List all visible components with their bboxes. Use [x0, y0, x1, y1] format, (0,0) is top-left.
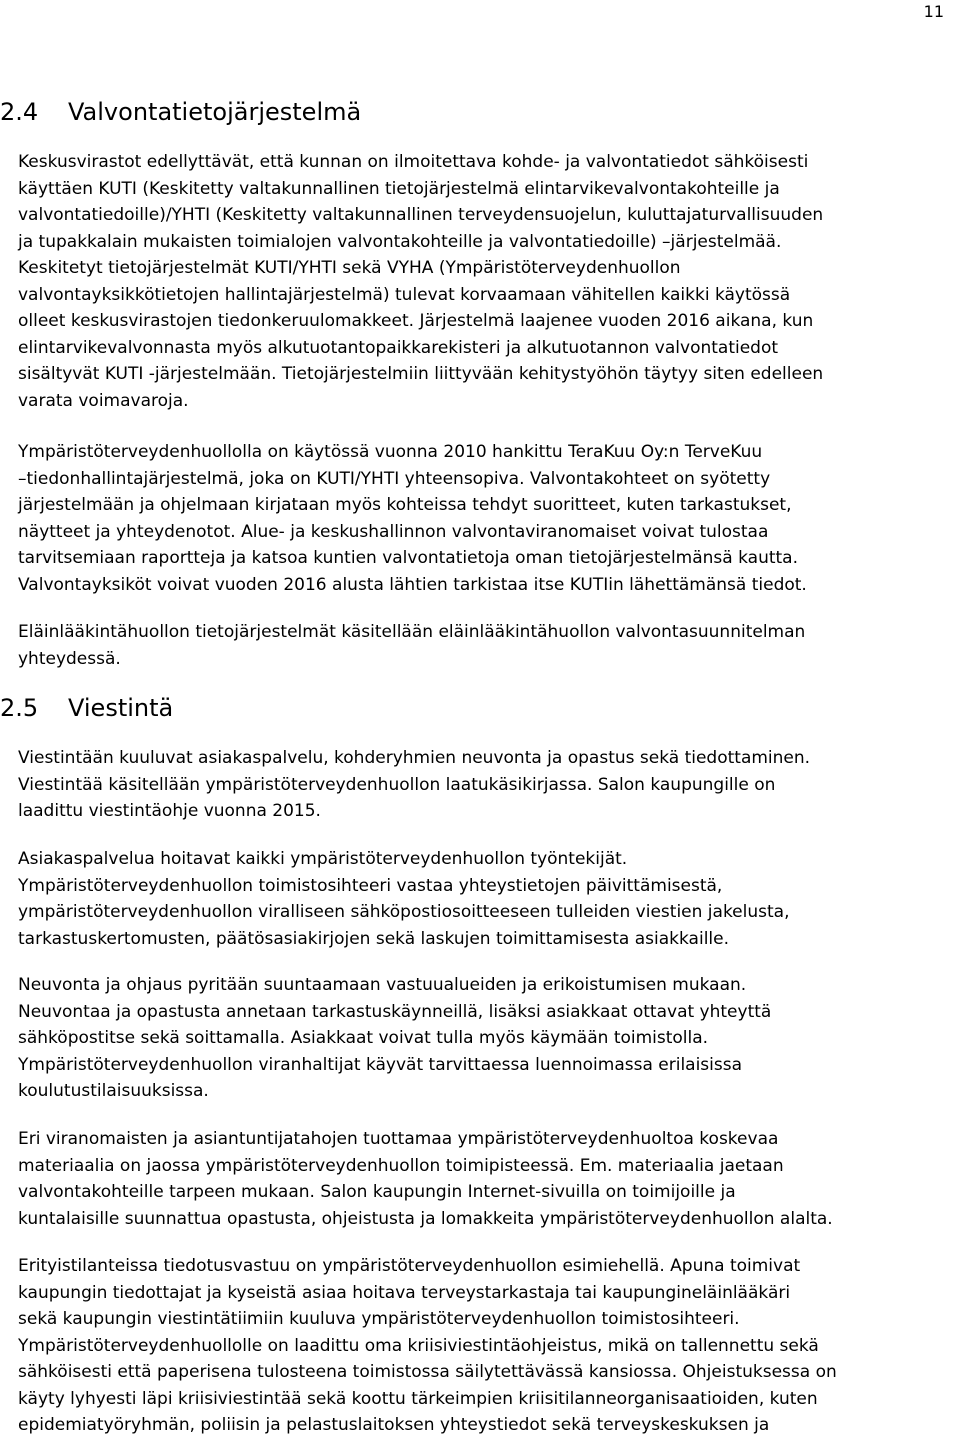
text-line: sähköpostitse sekä soittamalla. Asiakkaat voivat tulla myös käymään toimistolla.: [18, 1028, 709, 1048]
text-line: yhteydessä.: [18, 648, 121, 669]
text-line: materiaalia on jaossa ympäristöterveydenhuollon toimipisteessä. Em. materiaalia jaetaan: [18, 1155, 784, 1176]
text-line: Erityistilanteissa tiedotusvastuu on ympäristöterveydenhuollon esimiehellä. Apuna toimivat: [18, 1256, 801, 1276]
text-line: valvontakohteille tarpeen mukaan. Salon kaupungin Internet-sivuilla on toimijoille ja: [18, 1182, 736, 1202]
text-line: Ympäristöterveydenhuollon toimistosihteeri vastaa yhteystietojen päivittämisestä,: [18, 875, 723, 896]
paragraph-neuvonta: [18, 972, 771, 1105]
paragraph-materiaali: [18, 1126, 833, 1232]
text-line: elintarvikevalvonnasta myös alkutuotantopaikkarekisteri ja alkutuotannon valvontatiedot: [18, 337, 779, 358]
text-line: ympäristöterveydenhuollon viralliseen sähköpostiosoitteeseen tulleiden viestien jakelusta,: [18, 902, 790, 922]
text-line: käyttäen KUTI (Keskitetty valtakunnallinen tietojärjestelmä elintarvikevalvontakohteille ja: [18, 178, 780, 199]
text-line: sähköisesti että paperisena tulosteena toimistossa säilytettävässä kansiossa. Ohjeistuksessa on: [18, 1362, 837, 1382]
text-line: valvontatiedoille)/YHTI (Keskitetty valtakunnallinen terveydensuojelun, kuluttajaturvallisuuden: [18, 205, 824, 225]
text-line: Eläinlääkintähuollon tietojärjestelmät käsitellään eläinlääkintähuollon valvontasuunnitelman: [18, 622, 806, 642]
section-heading-2-4: [0, 97, 361, 127]
section-title: Valvontatietojärjestelmä: [68, 98, 362, 126]
text-line: olleet keskusvirastojen tiedonkeruulomakkeet. Järjestelmä laajenee vuoden 2016 aikana, kun: [18, 311, 814, 331]
text-line: Keskusvirastot edellyttävät, että kunnan on ilmoitettava kohde- ja valvontatiedot sähköisesti: [18, 152, 809, 172]
text-line: tarvitsemiaan raportteja ja katsoa kuntien valvontatietoja oman tietojärjestelmänsä kautta.: [18, 548, 798, 568]
text-line: laadittu viestintäohje vuonna 2015.: [18, 801, 321, 821]
section-number: 2.4: [0, 98, 39, 126]
text-line: koulutustilaisuuksissa.: [18, 1081, 209, 1101]
text-line: Ympäristöterveydenhuollon viranhaltijat käyvät tarvittaessa luennoimassa erilaisissa: [18, 1054, 743, 1075]
text-line: Viestintään kuuluvat asiakaspalvelu, kohderyhmien neuvonta ja opastus sekä tiedottaminen.: [18, 748, 811, 768]
section-heading-2-5: [0, 693, 173, 723]
text-line: Neuvontaa ja opastusta annetaan tarkastuskäynneillä, lisäksi asiakkaat ottavat yhteyttä: [18, 1001, 772, 1022]
text-line: kuntalaisille suunnattua opastusta, ohjeistusta ja lomakkeita ympäristöterveydenhuollon alalta.: [18, 1208, 833, 1229]
text-line: Keskitetyt tietojärjestelmät KUTI/YHTI sekä VYHA (Ympäristöterveydenhuollon: [18, 258, 681, 278]
paragraph-erityistilanteet: [18, 1253, 837, 1439]
page-number: 11: [923, 2, 944, 21]
text-line: varata voimavaroja.: [18, 390, 189, 411]
text-line: sekä kaupungin viestintätiimiin kuuluva ympäristöterveydenhuollon toimistosihteeri.: [18, 1309, 740, 1329]
paragraph-viestinta: [18, 745, 810, 825]
text-line: Viestintää käsitellään ympäristöterveydenhuollon laatukäsikirjassa. Salon kaupungille on: [18, 774, 776, 795]
text-line: Valvontayksiköt voivat vuoden 2016 alusta lähtien tarkistaa itse KUTIin lähettämänsä tiedot.: [18, 574, 807, 595]
text-line: Neuvonta ja ohjaus pyritään suuntaamaan vastuualueiden ja erikoistumisen mukaan.: [18, 975, 747, 995]
text-line: Eri viranomaisten ja asiantuntijatahojen tuottamaa ympäristöterveydenhuoltoa koskevaa: [18, 1129, 779, 1149]
section-title: Viestintä: [68, 694, 174, 722]
text-line: kaupungin tiedottajat ja kyseistä asiaa hoitava terveystarkastaja tai kaupungineläinlääkäri: [18, 1282, 791, 1303]
text-line: Ympäristöterveydenhuollolle on laadittu oma kriisiviestintäohjeistus, mikä on tallennettu sekä: [18, 1335, 819, 1356]
text-line: ja tupakkalain mukaisten toimialojen valvontakohteille ja valvontatiedoille) –järjestelmää.: [18, 231, 782, 252]
text-line: sisältyvät KUTI -järjestelmään. Tietojärjestelmiin liittyvään kehitystyöhön täytyy siten edelleen: [18, 364, 824, 384]
text-line: –tiedonhallintajärjestelmä, joka on KUTI/YHTI yhteensopiva. Valvontakohteet on syötetty: [18, 468, 771, 489]
text-line: näytteet ja yhteydenotot. Alue- ja keskushallinnon valvontaviranomaiset voivat tulostaa: [18, 521, 769, 542]
text-line: Ympäristöterveydenhuollolla on käytössä vuonna 2010 hankittu TeraKuu Oy:n TerveKuu: [18, 442, 763, 462]
text-line: järjestelmään ja ohjelmaan kirjataan myös kohteissa tehdyt suoritteet, kuten tarkastukset,: [18, 495, 792, 515]
text-line: käyty lyhyesti läpi kriisiviestintää sekä koottu tärkeimpien kriisitilanneorganisaatioiden, kuten: [18, 1388, 818, 1409]
text-line: epidemiatyöryhmän, poliisin ja pelastuslaitoksen yhteystiedot sekä terveyskeskuksen ja: [18, 1415, 770, 1435]
text-line: valvontayksikkötietojen hallintajärjestelmä) tulevat korvaamaan vähitellen kaikki käytössä: [18, 284, 791, 305]
paragraph-asiakaspalvelu: [18, 846, 789, 952]
paragraph-kuti-yhti: [18, 149, 823, 414]
text-line: tarkastuskertomusten, päätösasiakirjojen sekä laskujen toimittamisesta asiakkaille.: [18, 928, 730, 949]
paragraph-terakuu: [18, 439, 807, 598]
text-line: Asiakaspalvelua hoitavat kaikki ympäristöterveydenhuollon työntekijät.: [18, 849, 628, 869]
paragraph-elainlaakinta: [18, 619, 805, 672]
section-number: 2.5: [0, 694, 39, 722]
